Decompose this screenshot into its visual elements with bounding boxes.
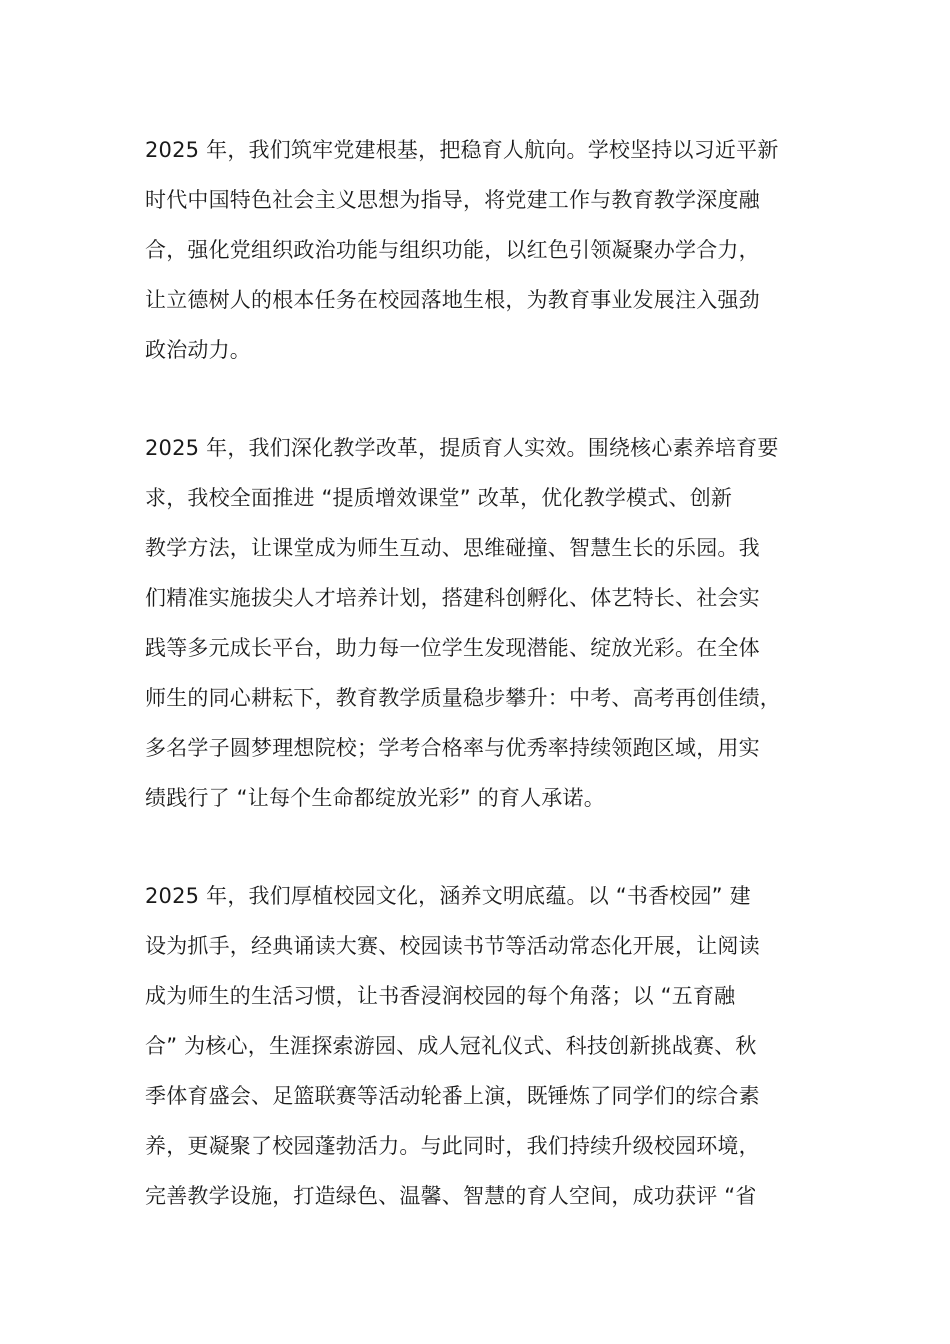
paragraph-2-line-6: 师生的同心耕耘下，教育教学质量稳步攀升：中考、高考再创佳绩， [145,686,781,710]
paragraph-1-line-4: 让立德树人的根本任务在校园落地生根，为教育事业发展注入强劲 [145,288,760,312]
paragraph-3-line-1: 2025 年，我们厚植校园文化，涵养文明底蕴。以 “书香校园” 建 [145,884,751,908]
paragraph-3-line-4: 合” 为核心，生涯探索游园、成人冠礼仪式、科技创新挑战赛、秋 [145,1034,757,1058]
paragraph-1-line-3: 合，强化党组织政治功能与组织功能，以红色引领凝聚办学合力， [145,238,760,262]
paragraph-1-line-1: 2025 年，我们筑牢党建根基，把稳育人航向。学校坚持以习近平新 [145,138,779,162]
paragraph-2-line-1: 2025 年，我们深化教学改革，提质育人实效。围绕核心素养培育要 [145,436,779,460]
paragraph-1-line-2: 时代中国特色社会主义思想为指导，将党建工作与教育教学深度融 [145,188,760,212]
paragraph-1-line-5: 政治动力。 [145,338,251,362]
paragraph-2-line-3: 教学方法，让课堂成为师生互动、思维碰撞、智慧生长的乐园。我 [145,536,760,560]
paragraph-3-line-2: 设为抓手，经典诵读大赛、校园读书节等活动常态化开展，让阅读 [145,934,760,958]
paragraph-2-line-5: 践等多元成长平台，助力每一位学生发现潜能、绽放光彩。在全体 [145,636,760,660]
paragraph-3-line-6: 养，更凝聚了校园蓬勃活力。与此同时，我们持续升级校园环境， [145,1134,760,1158]
paragraph-2-line-2: 求，我校全面推进 “提质增效课堂” 改革，优化教学模式、创新 [145,486,733,510]
paragraph-2-line-8: 绩践行了 “让每个生命都绽放光彩” 的育人承诺。 [145,786,605,810]
paragraph-3-line-5: 季体育盛会、足篮联赛等活动轮番上演，既锤炼了同学们的综合素 [145,1084,760,1108]
paragraph-3-line-3: 成为师生的生活习惯，让书香浸润校园的每个角落；以 “五育融 [145,984,736,1008]
paragraph-2-line-4: 们精准实施拔尖人才培养计划，搭建科创孵化、体艺特长、社会实 [145,586,760,610]
paragraph-2-line-7: 多名学子圆梦理想院校；学考合格率与优秀率持续领跑区域，用实 [145,736,760,760]
paragraph-3-line-7: 完善教学设施，打造绿色、温馨、智慧的育人空间，成功获评 “省 [145,1184,757,1208]
